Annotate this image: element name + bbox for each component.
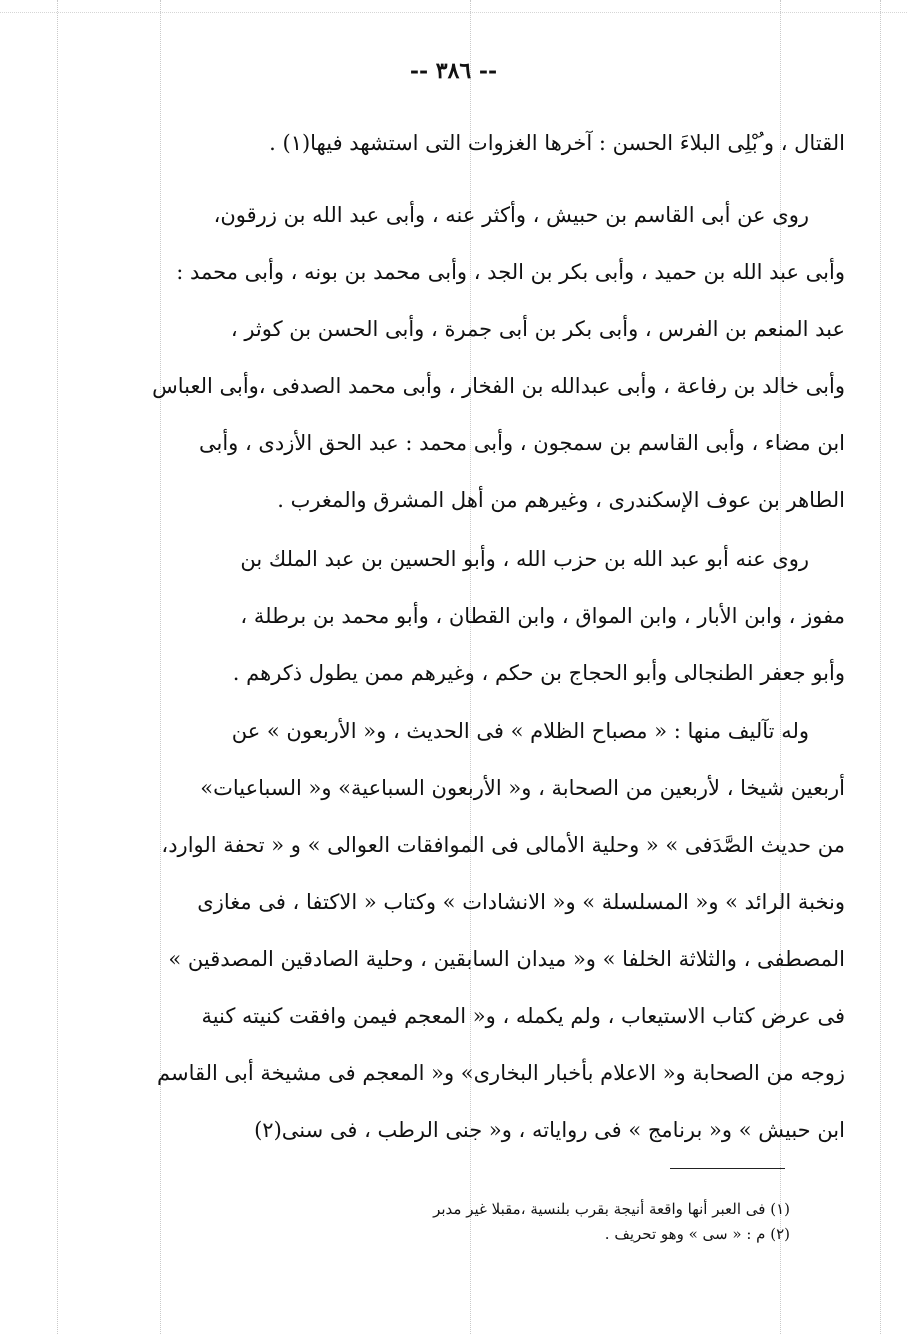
text-line: وله تآليف منها : « مصباح الظلام » فى الحديث ، و« الأربعون » عن bbox=[231, 719, 809, 743]
text-line: من حديث الصَّدَفى » « وحلية الأمالى فى الموافقات العوالى » و « تحفة الوارد، bbox=[161, 833, 845, 857]
footnote: (١) فى العبر أنها واقعة أنيجة بقرب بلنسية ،مقبلا غير مدبر bbox=[433, 1200, 790, 1218]
footnote: (٢) م : « سى » وهو تحريف . bbox=[604, 1225, 790, 1243]
text-line: مفوز ، وابن الأبار ، وابن المواق ، وابن القطان ، وأبو محمد بن برطلة ، bbox=[240, 604, 845, 628]
text-line: وأبى عبد الله بن حميد ، وأبى بكر بن الجد ، وأبى محمد بن بونه ، وأبى محمد : bbox=[176, 260, 845, 284]
paragraph bbox=[100, 531, 845, 702]
text-line: الطاهر بن عوف الإسكندرى ، وغيرهم من أهل المشرق والمغرب . bbox=[277, 488, 845, 512]
text-line: ابن مضاء ، وأبى القاسم بن سمجون ، وأبى محمد : عبد الحق الأزدى ، وأبى bbox=[198, 431, 845, 455]
paragraph bbox=[100, 703, 845, 1159]
text-line: وأبو جعفر الطنجالى وأبو الحجاج بن حكم ، وغيرهم ممن يطول ذكرهم . bbox=[232, 661, 845, 685]
footnotes bbox=[330, 1197, 790, 1247]
text-line: وأبى خالد بن رفاعة ، وأبى عبدالله بن الفخار ، وأبى محمد الصدفى ،وأبى العباس bbox=[152, 374, 845, 398]
scan-guide-line bbox=[0, 12, 907, 13]
text-line: فى عرض كتاب الاستيعاب ، ولم يكمله ، و« المعجم فيمن وافقت كنيته كنية bbox=[201, 1004, 845, 1028]
text-line: روى عنه أبو عبد الله بن حزب الله ، وأبو الحسين بن عبد الملك بن bbox=[240, 547, 809, 571]
text-line: روى عن أبى القاسم بن حبيش ، وأكثر عنه ، وأبى عبد الله بن زرقون، bbox=[213, 203, 809, 227]
paragraph bbox=[100, 115, 845, 172]
scan-guide-line bbox=[880, 0, 881, 1334]
paragraph bbox=[100, 187, 845, 529]
text-line: المصطفى ، والثلاثة الخلفا » و« ميدان السابقين ، وحلية الصادقين المصدقين » bbox=[168, 947, 845, 971]
text-line: ابن حبيش » و« برنامج » فى رواياته ، و« جنى الرطب ، فى سنى(٢) bbox=[254, 1118, 845, 1142]
text-line: عبد المنعم بن الفرس ، وأبى بكر بن أبى جمرة ، وأبى الحسن بن كوثر ، bbox=[230, 317, 845, 341]
page-number: -- ٣٨٦ -- bbox=[409, 58, 498, 84]
text-line: القتال ، و ُبْلِى البلاءَ الحسن : آخرها الغزوات التى استشهد فيها(١) . bbox=[269, 131, 845, 155]
text-line: زوجه من الصحابة و« الاعلام بأخبار البخارى» و« المعجم فى مشيخة أبى القاسم bbox=[157, 1061, 845, 1085]
text-line: أربعين شيخا ، لأربعين من الصحابة ، و« الأربعون السباعية» و« السباعيات» bbox=[200, 776, 845, 800]
footnote-divider bbox=[670, 1168, 785, 1169]
scan-guide-line bbox=[57, 0, 58, 1334]
text-line: ونخبة الرائد » و« المسلسلة » و« الانشادات » وكتاب « الاكتفا ، فى مغازى bbox=[197, 890, 845, 914]
